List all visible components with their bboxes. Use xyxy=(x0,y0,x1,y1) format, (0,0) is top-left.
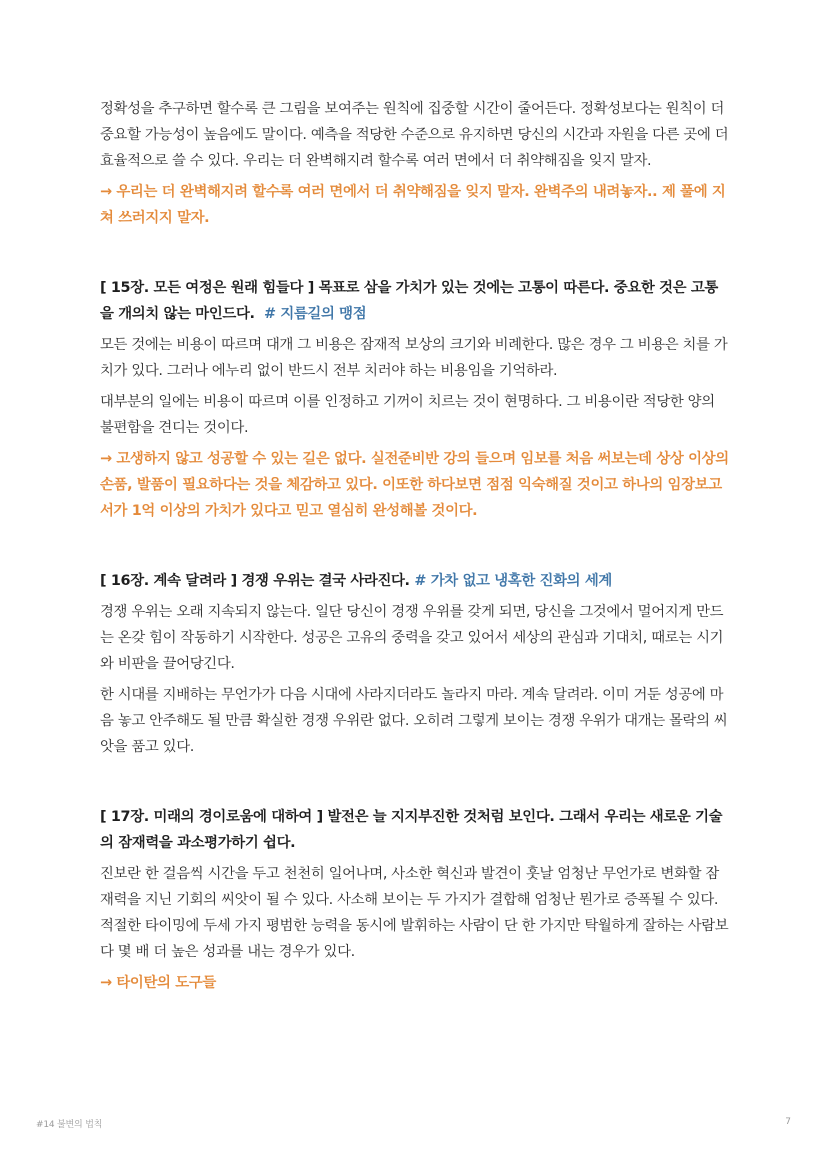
chapter-15-note: → 고생하지 않고 성공할 수 있는 길은 없다. 실전준비반 강의 들으며 임보를 처음 써보는데 상상 이상의 손품, 발품이 필요하다는 것을 체감하고 있다. 이또한 하다보면 점점 익숙해질 것이고 하나의 임장보고서가 1억 이상의 가치가 있다고 믿고 열심히 완성해볼 것이다. xyxy=(100,451,729,519)
intro-paragraph: 정확성을 추구하면 할수록 큰 그림을 보여주는 원칙에 집중할 시간이 줄어든다. 정확성보다는 원칙이 더 중요할 가능성이 높음에도 말이다. 예측을 적당한 수준으로 유지하면 당신의 시간과 자원을 다른 곳에 더 효율적으로 쓸 수 있다. 우리는 더 완벽해지려 할수록 여러 면에서 더 취약해짐을 잊지 말자. xyxy=(100,101,729,169)
chapter-15-heading-text: [ 15장. 모든 여정은 원래 힘들다 ] 목표로 삼을 가치가 있는 것에는 고통이 따른다. 중요한 것은 고통을 개의치 않는 마인드다. xyxy=(100,280,718,322)
chapter-16-heading xyxy=(100,568,730,594)
chapter-17 xyxy=(100,804,730,996)
chapter-17-heading: [ 17장. 미래의 경이로움에 대하여 ] 발전은 늘 지지부진한 것처럼 보인다. 그래서 우리는 새로운 기술의 잠재력을 과소평가하기 쉽다. xyxy=(100,809,723,851)
page-number: 7 xyxy=(785,1117,791,1127)
chapter-16 xyxy=(100,568,730,760)
document-body xyxy=(100,96,730,996)
chapter-16-tag: # 가차 없고 냉혹한 진화의 세계 xyxy=(414,573,612,589)
chapter-15-paragraph-2: 대부분의 일에는 비용이 따르며 이를 인정하고 기꺼이 치르는 것이 현명하다. 그 비용이란 적당한 양의 불편함을 견디는 것이다. xyxy=(100,394,715,436)
chapter-17-note: → 타이탄의 도구들 xyxy=(100,975,216,991)
chapter-15-heading xyxy=(100,275,730,327)
chapter-16-paragraph-1: 경쟁 우위는 오래 지속되지 않는다. 일단 당신이 경쟁 우위를 갖게 되면, 당신을 그것에서 멀어지게 만드는 온갖 힘이 작동하기 시작한다. 성공은 고유의 중력을 갖고 있어서 세상의 관심과 기대치, 때로는 시기와 비판을 끌어당긴다. xyxy=(100,604,724,672)
chapter-15-paragraph-1: 모든 것에는 비용이 따르며 대개 그 비용은 잠재적 보상의 크기와 비례한다. 많은 경우 그 비용은 치를 가치가 있다. 그러나 에누리 없이 반드시 전부 치러야 하는 비용임을 기억하라. xyxy=(100,337,728,379)
chapter-16-heading-text: [ 16장. 계속 달려라 ] 경쟁 우위는 결국 사라진다. xyxy=(100,573,410,589)
intro-block xyxy=(100,96,730,231)
chapter-15-tag: # 지름길의 맹점 xyxy=(263,306,367,322)
footer-title: #14 불변의 법칙 xyxy=(36,1120,103,1130)
chapter-16-paragraph-2: 한 시대를 지배하는 무언가가 다음 시대에 사라지더라도 놀라지 마라. 계속 달려라. 이미 거둔 성공에 마음 놓고 안주해도 될 만큼 확실한 경쟁 우위란 없다. 오히려 그렇게 보이는 경쟁 우위가 대개는 몰락의 씨앗을 품고 있다. xyxy=(100,687,728,755)
chapter-17-paragraph-1: 진보란 한 걸음씩 시간을 두고 천천히 일어나며, 사소한 혁신과 발견이 훗날 엄청난 무언가로 변화할 잠재력을 지닌 기회의 씨앗이 될 수 있다. 사소해 보이는 두 가지가 결합해 엄청난 뭔가로 증폭될 수 있다. 적절한 타이밍에 두세 가지 평범한 능력을 동시에 발휘하는 사람이 단 한 가지만 탁월하게 잘하는 사람보다 몇 배 더 높은 성과를 내는 경우가 있다. xyxy=(100,866,729,960)
intro-note: → 우리는 더 완벽해지려 할수록 여러 면에서 더 취약해짐을 잊지 말자. 완벽주의 내려놓자.. 제 풀에 지쳐 쓰러지지 말자. xyxy=(100,184,726,226)
chapter-15 xyxy=(100,275,730,524)
